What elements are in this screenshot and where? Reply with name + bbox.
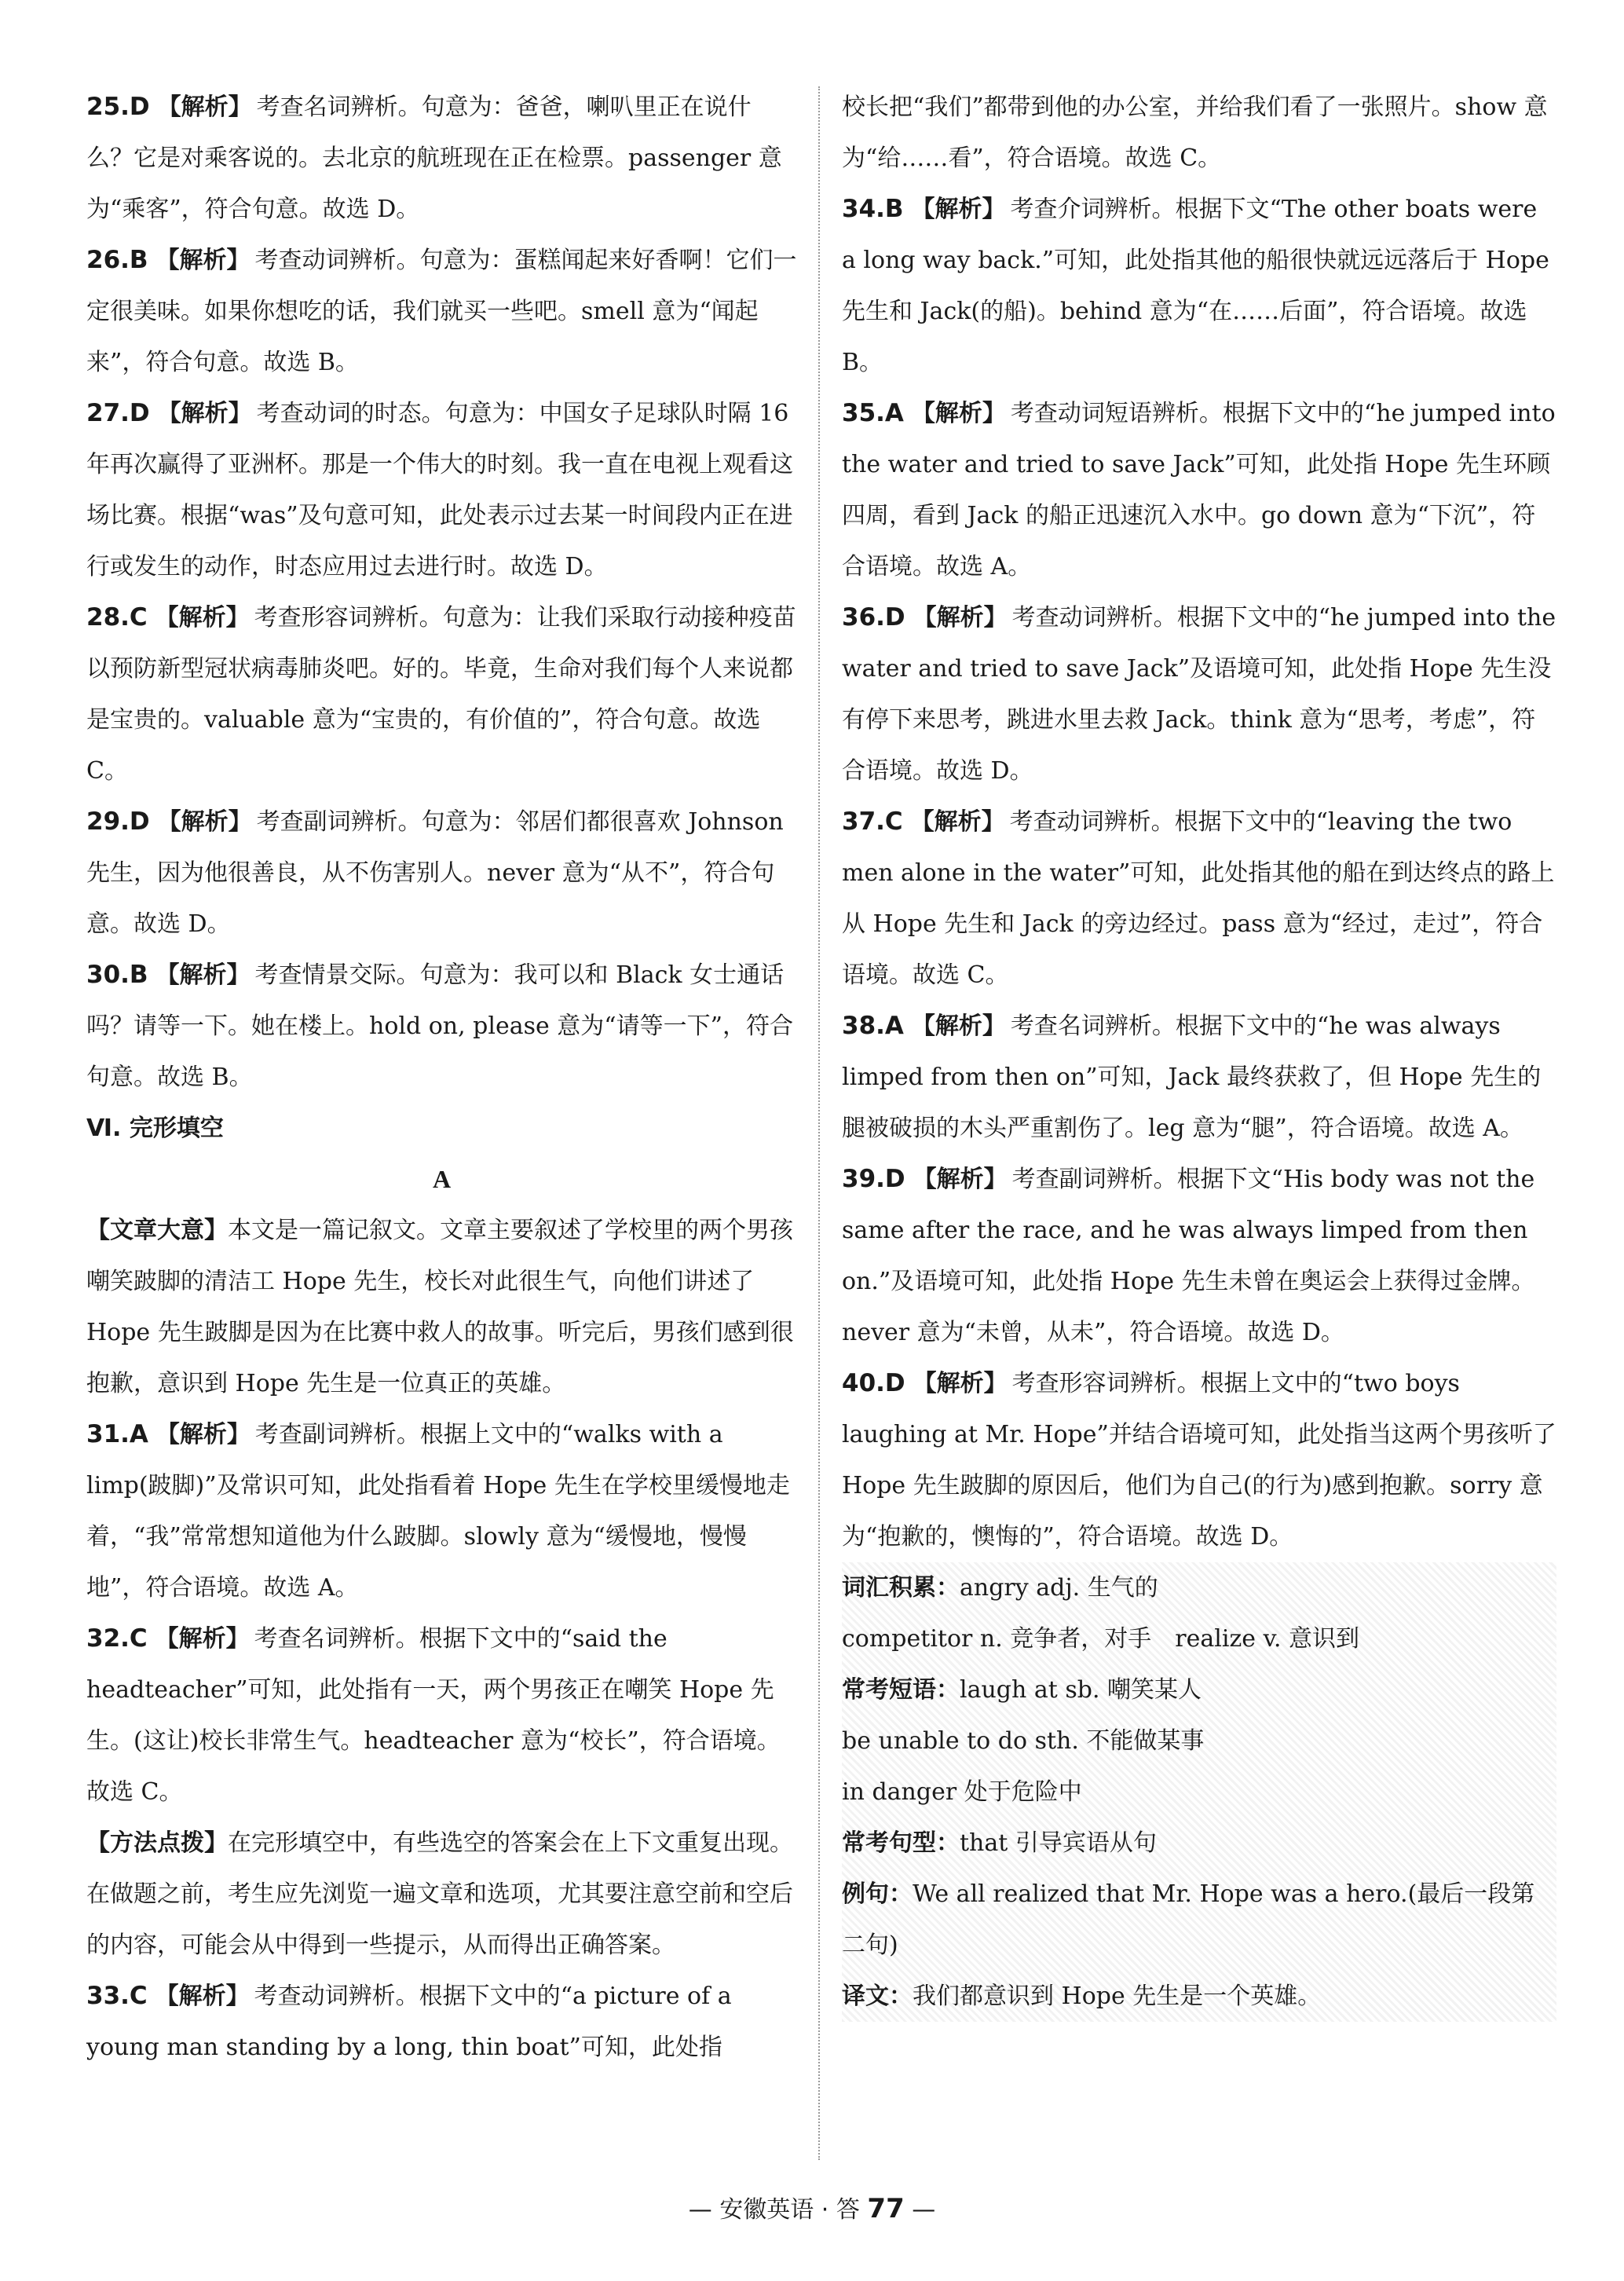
vocab-pattern: that 引导宾语从句 [960, 1829, 1157, 1857]
column-divider [818, 86, 820, 2160]
vocab-example-line [842, 1869, 1556, 1971]
summary-text: 本文是一篇记叙文。文章主要叙述了学校里的两个男孩嘲笑跛脚的清洁工 Hope 先生，校长对此很生气，向他们讲述了 Hope 先生跛脚是因为在比赛中救人的故事。听完后，男孩们感到很抱歉，意识到 Hope 先生是一位真正的英雄。 [86, 1217, 794, 1397]
vocab-example-label: 例句： [842, 1880, 913, 1908]
vocab-phrase-3: in danger 处于危险中 [842, 1778, 1082, 1806]
analysis-text: 考查动词辨析。根据下文中的“a picture of a young man standing by a long, thin boat”可知，此处指 [86, 1983, 732, 2061]
answer-number: 29.D [86, 807, 150, 836]
answer-item [842, 1154, 1556, 1358]
analysis-text: 考查动词短语辨析。根据下文中的“he jumped into the water and tried to save Jack”可知，此处指 Hope 先生环顾四周，看到 Jack 的船正迅速沉入水中。go down 意为“下沉”，符合语境。故选 A。 [842, 400, 1556, 580]
section-heading: Ⅵ. 完形填空 [86, 1115, 224, 1142]
summary-label: 【文章大意】 [86, 1217, 228, 1244]
analysis-text: 考查名词辨析。根据下文中的“he was always limped from then on”可知，Jack 最终获救了，但 Hope 先生的腿被破损的木头严重割伤了。leg 意为“腿”，符合语境。故选 A。 [842, 1012, 1542, 1142]
answer-item [842, 388, 1556, 592]
answer-number: 25.D [86, 93, 150, 121]
method-text: 在完形填空中，有些选空的答案会在上下文重复出现。在做题之前，考生应先浏览一遍文章和选项，尤其要注意空前和空后的内容，可能会从中得到一些提示，从而得出正确答案。 [86, 1829, 793, 1959]
answer-item [86, 82, 797, 235]
answer-item [86, 796, 797, 950]
analysis-text: 考查名词辨析。根据下文中的“said the headteacher”可知，此处指有一天，两个男孩正在嘲笑 Hope 先生。(这让)校长非常生气。headteacher 意为“校长”，符合语境。故选 C。 [86, 1625, 781, 1806]
answer-item [842, 592, 1556, 796]
answer-number: 38.A [842, 1012, 904, 1040]
answer-item [86, 388, 797, 592]
vocab-phrases-line [842, 1664, 1556, 1715]
answer-item [86, 235, 797, 388]
answer-number: 40.D [842, 1369, 905, 1397]
analysis-text: 考查副词辨析。根据上文中的“walks with a limp(跛脚)”及常识可知，此处指看着 Hope 先生在学校里缓慢地走着，“我”常常想知道他为什么跛脚。slowly 意为“缓慢地，慢慢地”，符合语境。故选 A。 [86, 1421, 790, 1602]
answer-number: 26.B [86, 246, 148, 274]
footer-suffix: — [912, 2196, 936, 2224]
analysis-tag: 【解析】 [911, 1012, 1006, 1040]
answer-item [86, 592, 797, 796]
method-label: 【方法点拨】 [86, 1829, 228, 1857]
analysis-tag: 【解析】 [157, 808, 252, 836]
answer-number: 39.D [842, 1165, 905, 1193]
answer-item-33 [86, 1971, 797, 2073]
answer-item [842, 1001, 1556, 1154]
analysis-tag: 【解析】 [911, 400, 1006, 427]
answer-number: 33.C [86, 1982, 148, 2010]
analysis-tag: 【解析】 [157, 93, 252, 121]
answer-number: 36.D [842, 603, 905, 632]
analysis-tag: 【解析】 [155, 1983, 250, 2010]
method-tip [86, 1818, 797, 1971]
vocab-pattern-line [842, 1818, 1556, 1869]
answer-number: 31.A [86, 1420, 148, 1448]
answer-number: 37.C [842, 807, 903, 836]
analysis-tag: 【解析】 [913, 1166, 1008, 1193]
answer-item [86, 950, 797, 1103]
page-footer [0, 2190, 1624, 2224]
left-column [86, 82, 797, 2073]
vocab-phrase-2: be unable to do sth. 不能做某事 [842, 1727, 1205, 1755]
analysis-text: 考查情景交际。句意为：我可以和 Black 女士通话吗？请等一下。她在楼上。hold on, please 意为“请等一下”，符合句意。故选 B。 [86, 961, 793, 1091]
vocab-word-1: angry adj. 生气的 [960, 1574, 1158, 1602]
answer-number: 28.C [86, 603, 148, 632]
analysis-tag: 【解析】 [155, 1421, 251, 1448]
vocab-phrases-label: 常考短语： [842, 1676, 960, 1704]
answer-number: 34.B [842, 195, 904, 223]
analysis-text: 考查动词辨析。根据下文中的“he jumped into the water and tried to save Jack”及语境可知，此处指 Hope 先生没有停下来思考，跳进水里去救 Jack。think 意为“思考，考虑”，符合语境。故选 D。 [842, 604, 1556, 785]
analysis-text: 考查动词辨析。根据下文中的“leaving the two men alone in the water”可知，此处指其他的船在到达终点的路上从 Hope 先生和 Jack 的旁边经过。pass 意为“经过，走过”，符合语境。故选 C。 [842, 808, 1555, 989]
answer-number: 27.D [86, 399, 150, 427]
vocab-pattern-label: 常考句型： [842, 1829, 960, 1857]
passage-summary [86, 1205, 797, 1409]
analysis-tag: 【解析】 [155, 604, 250, 632]
analysis-tag: 【解析】 [155, 1625, 250, 1653]
analysis-text: 考查形容词辨析。句意为：让我们采取行动接种疫苗以预防新型冠状病毒肺炎吧。好的。毕竟，生命对我们每个人来说都是宝贵的。valuable 意为“宝贵的，有价值的”，符合句意。故选 C。 [86, 604, 796, 785]
analysis-text: 考查形容词辨析。根据上文中的“two boys laughing at Mr. Hope”并结合语境可知，此处指当这两个男孩听了 Hope 先生跛脚的原因后，他们为自己(的行为)感到抱歉。sorry 意为“抱歉的，懊悔的”，符合语境。故选 D。 [842, 1370, 1556, 1551]
vocab-word-2: competitor n. 竞争者，对手 realize v. 意识到 [842, 1625, 1360, 1653]
answer-item [842, 1358, 1556, 1562]
page-number: 77 [867, 2193, 905, 2224]
analysis-text: 考查动词的时态。句意为：中国女子足球队时隔 16 年再次赢得了亚洲杯。那是一个伟大的时刻。我一直在电视上观看这场比赛。根据“was”及句意可知，此处表示过去某一时间段内正在进行或发生的动作，时态应用过去进行时。故选 D。 [86, 400, 793, 580]
vocabulary-box [842, 1562, 1556, 2022]
analysis-tag: 【解析】 [155, 961, 251, 989]
analysis-tag: 【解析】 [911, 196, 1006, 223]
answer-number: 32.C [86, 1624, 148, 1653]
vocab-words-line [842, 1562, 1556, 1613]
vocab-words-label: 词汇积累： [842, 1574, 960, 1602]
analysis-tag: 【解析】 [157, 400, 252, 427]
analysis-text: 考查介词辨析。根据下文“The other boats were a long way back.”可知，此处指其他的船很快就远远落后于 Hope 先生和 Jack(的船)。behind 意为“在……后面”，符合语境。故选 B。 [842, 196, 1549, 376]
answer-item [842, 184, 1556, 388]
analysis-tag: 【解析】 [913, 1370, 1008, 1397]
right-column [842, 82, 1556, 2022]
vocab-phrase-1: laugh at sb. 嘲笑某人 [960, 1676, 1202, 1704]
analysis-tag: 【解析】 [155, 247, 251, 274]
vocab-translation: 我们都意识到 Hope 先生是一个英雄。 [913, 1983, 1322, 2010]
analysis-text: 考查副词辨析。根据下文“His body was not the same after the race, and he was always limped from then on.”及语境可知，此处指 Hope 先生未曾在奥运会上获得过金牌。never 意为“未曾，从未”，符合语境。故选 D。 [842, 1166, 1535, 1346]
analysis-text: 考查动词辨析。句意为：蛋糕闻起来好香啊！它们一定很美味。如果你想吃的话，我们就买一些吧。smell 意为“闻起来”，符合句意。故选 B。 [86, 247, 797, 376]
vocab-translation-label: 译文： [842, 1983, 913, 2010]
answer-item [842, 796, 1556, 1001]
passage-title: A [432, 1165, 452, 1193]
vocab-example: We all realized that Mr. Hope was a hero.(最后一段第二句) [842, 1880, 1535, 1959]
analysis-text: 考查副词辨析。句意为：邻居们都很喜欢 Johnson 先生，因为他很善良，从不伤害别人。never 意为“从不”，符合句意。故选 D。 [86, 808, 784, 938]
analysis-text: 考查名词辨析。句意为：爸爸，喇叭里正在说什么？它是对乘客说的。去北京的航班现在正在检票。passenger 意为“乘客”，符合句意。故选 D。 [86, 93, 782, 223]
analysis-tag: 【解析】 [913, 604, 1008, 632]
analysis-tag: 【解析】 [910, 808, 1005, 836]
answer-item [86, 1613, 797, 1818]
footer-prefix: — 安徽英语 · 答 [688, 2196, 860, 2224]
answer-item [86, 1409, 797, 1613]
vocab-translation-line [842, 1971, 1556, 2022]
continuation-text: 校长把“我们”都带到他的办公室，并给我们看了一张照片。show 意为“给……看”，符合语境。故选 C。 [842, 93, 1548, 172]
answer-number: 30.B [86, 961, 148, 989]
answer-number: 35.A [842, 399, 904, 427]
